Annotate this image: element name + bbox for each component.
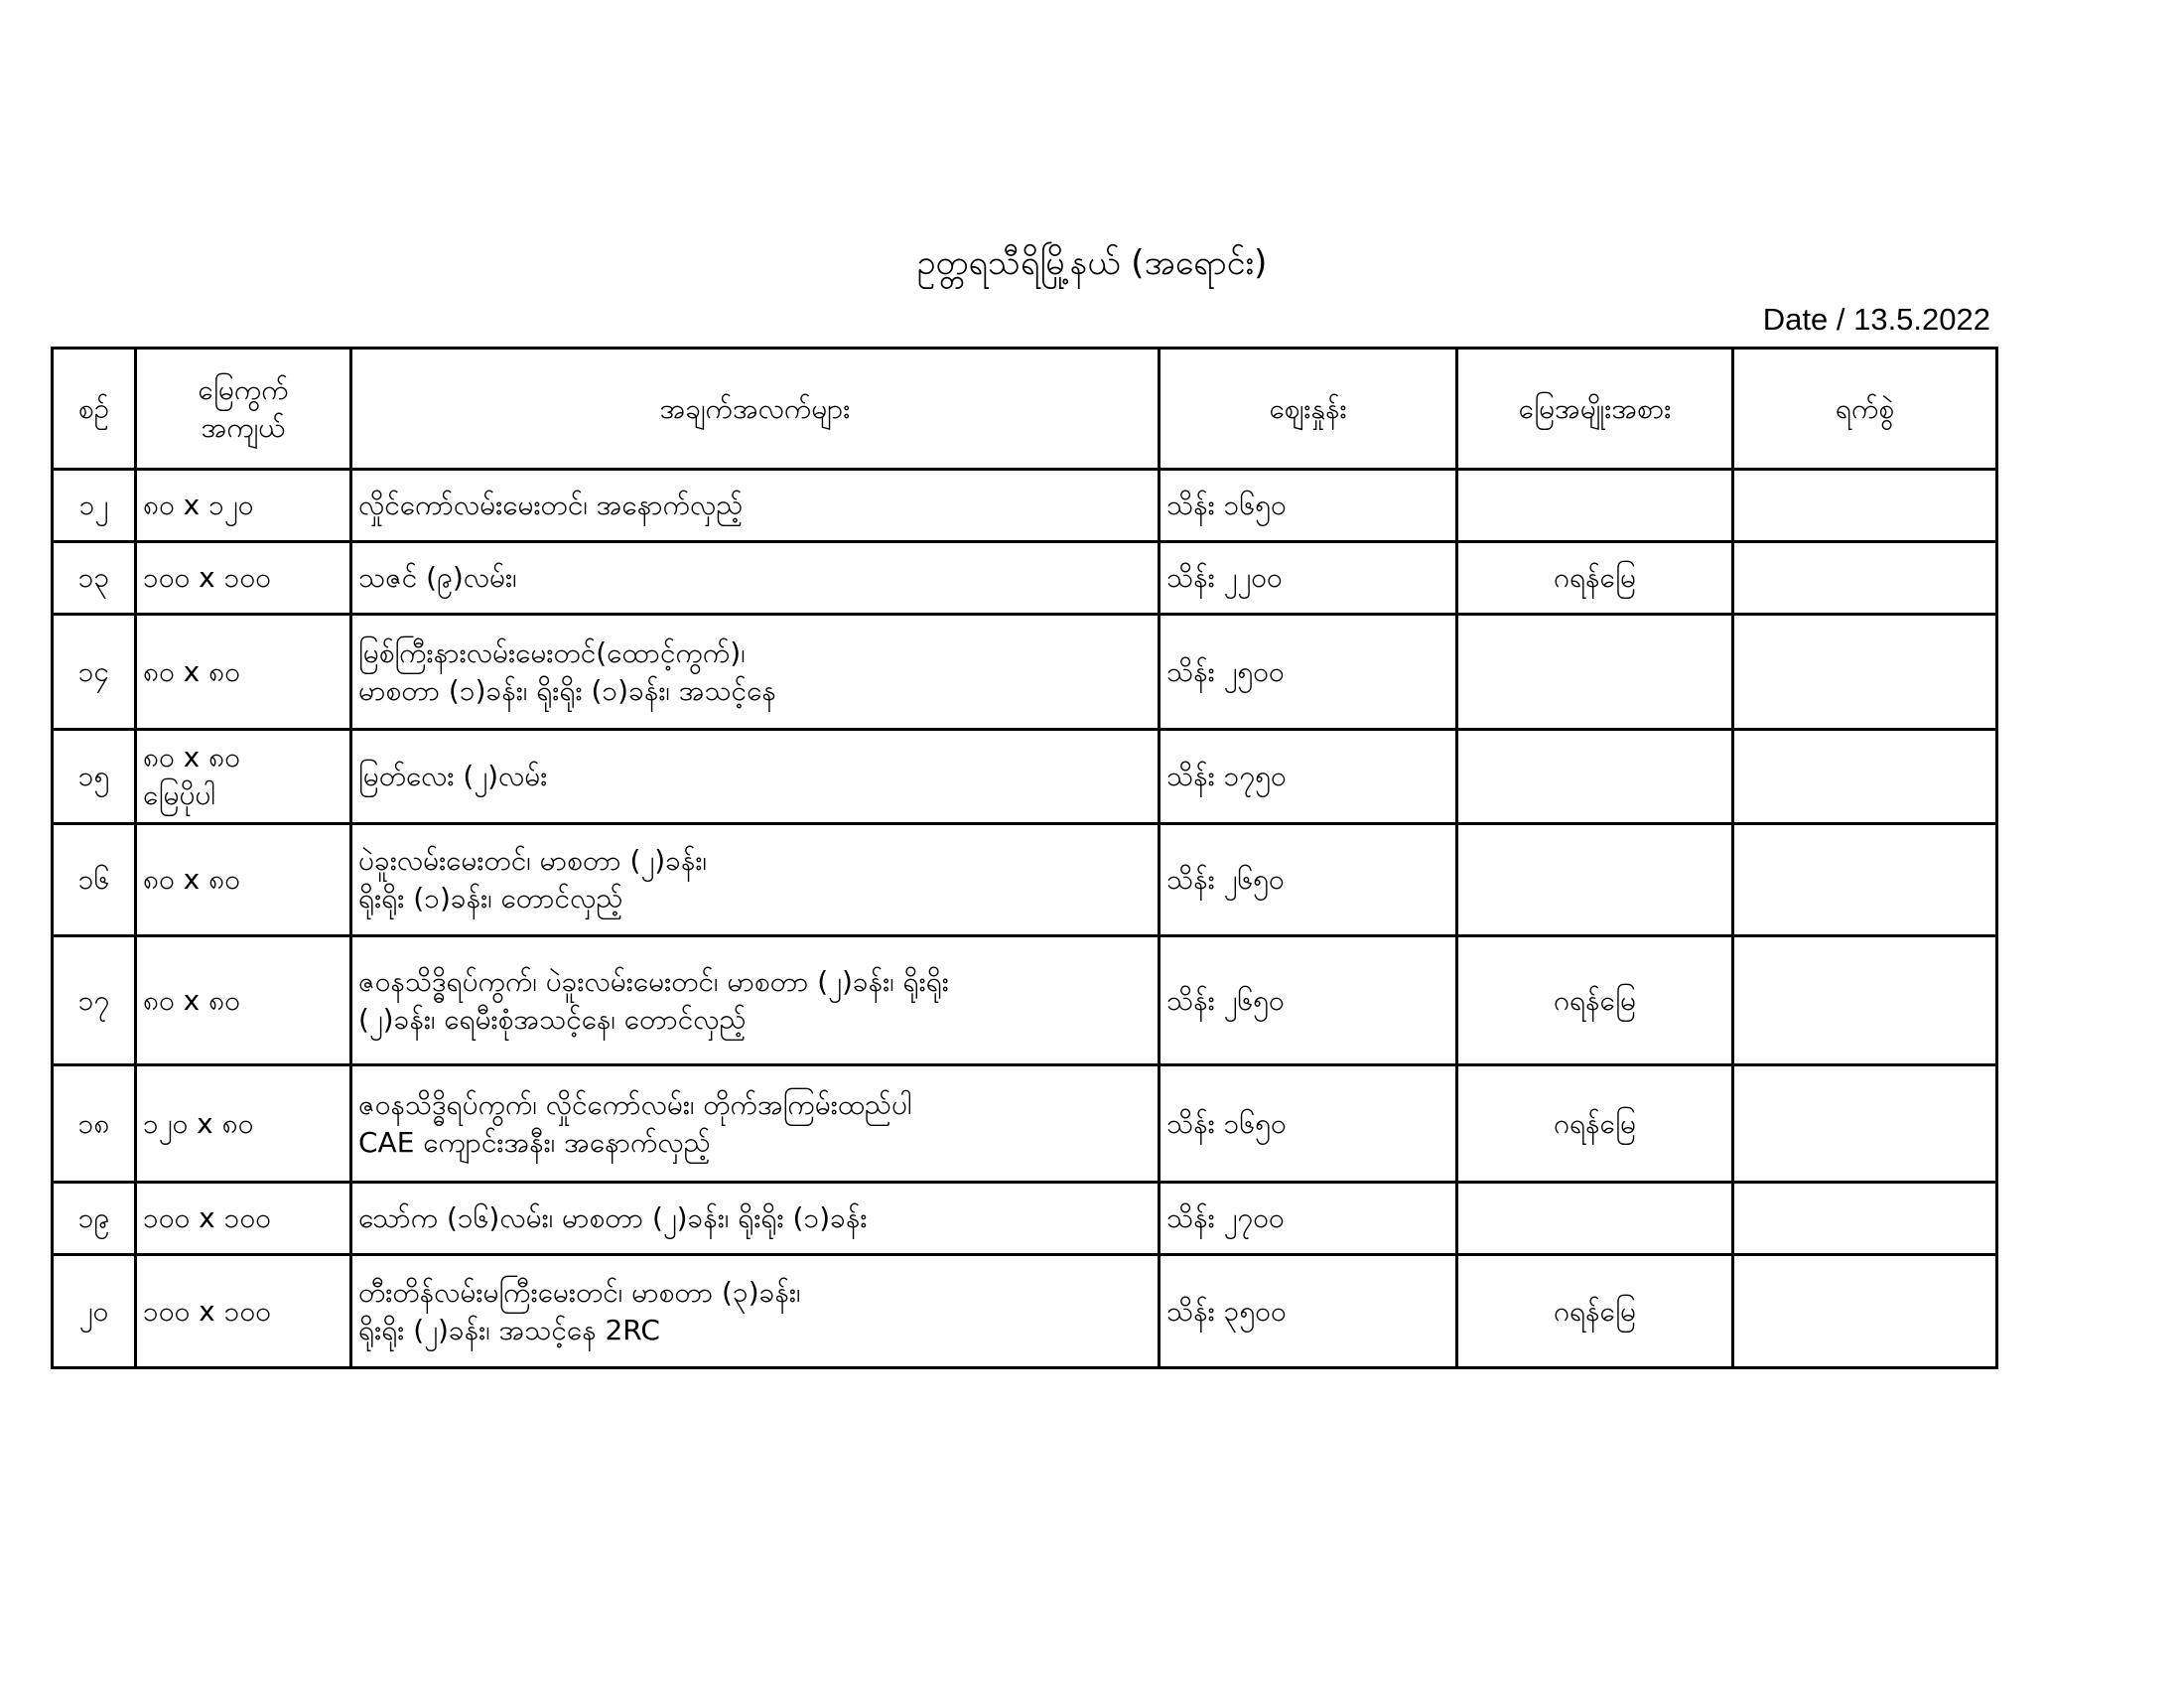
header-size: [136, 349, 351, 470]
price: သိန်း ၂၂၀၀: [1160, 542, 1457, 615]
plot-size: [136, 1255, 351, 1368]
land-type: ဂရန်မြေ: [1457, 936, 1733, 1065]
row-number: ၁၂: [53, 470, 136, 542]
signature: [1733, 615, 1997, 730]
land-type: [1457, 1183, 1733, 1255]
details-line: လှိုင်ကော်လမ်းမေးတင်၊ အနောက်လှည့်: [358, 489, 744, 521]
details: [351, 824, 1160, 936]
document-date: Date / 13.5.2022: [1762, 302, 1990, 337]
plot-size-line: ၁၀၀ x ၁၀၀: [143, 1201, 271, 1234]
plot-size: [136, 542, 351, 615]
signature: [1733, 1183, 1997, 1255]
header-price: ဈေးနှုန်း: [1160, 349, 1457, 470]
details: [351, 1065, 1160, 1183]
details-line: ရိုးရိုး (၁)ခန်း၊ တောင်လှည့်: [358, 882, 623, 914]
row-number: ၁၇: [53, 936, 136, 1065]
plot-size-line: ၈၀ x ၈၀: [143, 654, 240, 688]
plot-size: [136, 824, 351, 936]
details-line: CAE ကျောင်းအနီး၊ အနောက်လှည့်: [358, 1125, 711, 1159]
plot-size-line: ၈၀ x ၈၀: [143, 863, 240, 896]
header-land-type: မြေအမျိုးအစား: [1457, 349, 1733, 470]
header-no: စဉ်: [53, 349, 136, 470]
details-line: ပဲခူးလမ်းမေးတင်၊ မာစတာ (၂)ခန်း၊: [358, 844, 707, 877]
details: [351, 936, 1160, 1065]
plot-size-line: ၈၀ x ၈၀: [143, 983, 240, 1017]
price: သိန်း ၁၇၅၀: [1160, 730, 1457, 824]
header-size-line1: မြေကွက်: [198, 372, 289, 406]
details-line: ဇဝနသိဒ္ဓိရပ်ကွက်၊ လှိုင်ကော်လမ်း၊ တိုက်အကြမ်းထည်ပါ: [358, 1087, 912, 1121]
plot-size: [136, 936, 351, 1065]
details-line: မာစတာ (၁)ခန်း၊ ရိုးရိုး (၁)ခန်း၊ အသင့်နေ: [358, 673, 776, 707]
details-line: မြစ်ကြီးနားလမ်းမေးတင်(ထောင့်ကွက်)၊: [358, 635, 746, 669]
row-number: ၁၃: [53, 542, 136, 615]
plot-size-line: ၈၀ x ၁၂၀: [143, 489, 254, 521]
row-number: ၁၉: [53, 1183, 136, 1255]
details: [351, 730, 1160, 824]
table-row: [53, 936, 1997, 1065]
plot-size-line: ၈၀ x ၈၀: [143, 741, 240, 774]
land-type: ဂရန်မြေ: [1457, 1065, 1733, 1183]
details: [351, 615, 1160, 730]
signature: [1733, 1065, 1997, 1183]
details-line: ဇဝနသိဒ္ဓိရပ်ကွက်၊ ပဲခူးလမ်းမေးတင်၊ မာစတာ (၂)ခန်း၊ ရိုးရိုး: [358, 964, 949, 998]
signature: [1733, 1255, 1997, 1368]
plot-size-line: ၁၂၀ x ၈၀: [143, 1106, 254, 1140]
details: [351, 470, 1160, 542]
signature: [1733, 470, 1997, 542]
row-number: ၁၅: [53, 730, 136, 824]
header-signature: ရက်စွဲ: [1733, 349, 1997, 470]
details-line: (၂)ခန်း၊ ရေမီးစုံအသင့်နေ၊ တောင်လှည့်: [358, 1002, 747, 1036]
header-size-line2: အကျယ်: [201, 410, 286, 444]
price: သိန်း ၂၆၅၀: [1160, 936, 1457, 1065]
table-row: [53, 615, 1997, 730]
row-number: ၁၄: [53, 615, 136, 730]
plot-size: [136, 615, 351, 730]
plot-size: [136, 1183, 351, 1255]
table-row: [53, 824, 1997, 936]
table-header-row: [53, 349, 1997, 470]
table-row: [53, 1065, 1997, 1183]
document-title: ဥတ္တရသီရိမြို့နယ် (အရောင်း): [916, 243, 1268, 283]
table-row: [53, 470, 1997, 542]
signature: [1733, 824, 1997, 936]
table-body: [53, 470, 1997, 1368]
signature: [1733, 542, 1997, 615]
plot-size-line: ၁၀၀ x ၁၀၀: [143, 1294, 271, 1328]
land-type: ဂရန်မြေ: [1457, 1255, 1733, 1368]
price: သိန်း ၂၆၅၀: [1160, 824, 1457, 936]
row-number: ၁၈: [53, 1065, 136, 1183]
details-line: မြတ်လေး (၂)လမ်း: [358, 760, 548, 792]
price: သိန်း ၂၇၀၀: [1160, 1183, 1457, 1255]
details-line: တီးတိန်လမ်းမကြီးမေးတင်၊ မာစတာ (၃)ခန်း၊: [358, 1275, 801, 1309]
property-listing-table: [51, 347, 1998, 1369]
land-type: ဂရန်မြေ: [1457, 542, 1733, 615]
plot-size-line: ၁၀၀ x ၁၀၀: [143, 561, 271, 594]
details: [351, 1183, 1160, 1255]
signature: [1733, 936, 1997, 1065]
row-number: ၂၀: [53, 1255, 136, 1368]
plot-size: [136, 1065, 351, 1183]
price: သိန်း ၃၅၀၀: [1160, 1255, 1457, 1368]
details-line: သဇင် (၉)လမ်း၊: [358, 561, 517, 594]
land-type: [1457, 824, 1733, 936]
details: [351, 542, 1160, 615]
land-type: [1457, 470, 1733, 542]
table-row: [53, 542, 1997, 615]
details-line: ရိုးရိုး (၂)ခန်း၊ အသင့်နေ 2RC: [358, 1313, 660, 1346]
plot-size: [136, 730, 351, 824]
table-row: [53, 1255, 1997, 1368]
signature: [1733, 730, 1997, 824]
land-type: [1457, 615, 1733, 730]
price: သိန်း ၂၅၀၀: [1160, 615, 1457, 730]
price: သိန်း ၁၆၅၀: [1160, 470, 1457, 542]
details: [351, 1255, 1160, 1368]
land-type: [1457, 730, 1733, 824]
row-number: ၁၆: [53, 824, 136, 936]
details-line: သော်က (၁၆)လမ်း၊ မာစတာ (၂)ခန်း၊ ရိုးရိုး (၁)ခန်း: [358, 1201, 868, 1234]
table-row: [53, 1183, 1997, 1255]
table-row: [53, 730, 1997, 824]
plot-size: [136, 470, 351, 542]
header-details: အချက်အလက်များ: [351, 349, 1160, 470]
plot-size-line: မြေပိုပါ: [143, 778, 216, 811]
price: သိန်း ၁၆၅၀: [1160, 1065, 1457, 1183]
